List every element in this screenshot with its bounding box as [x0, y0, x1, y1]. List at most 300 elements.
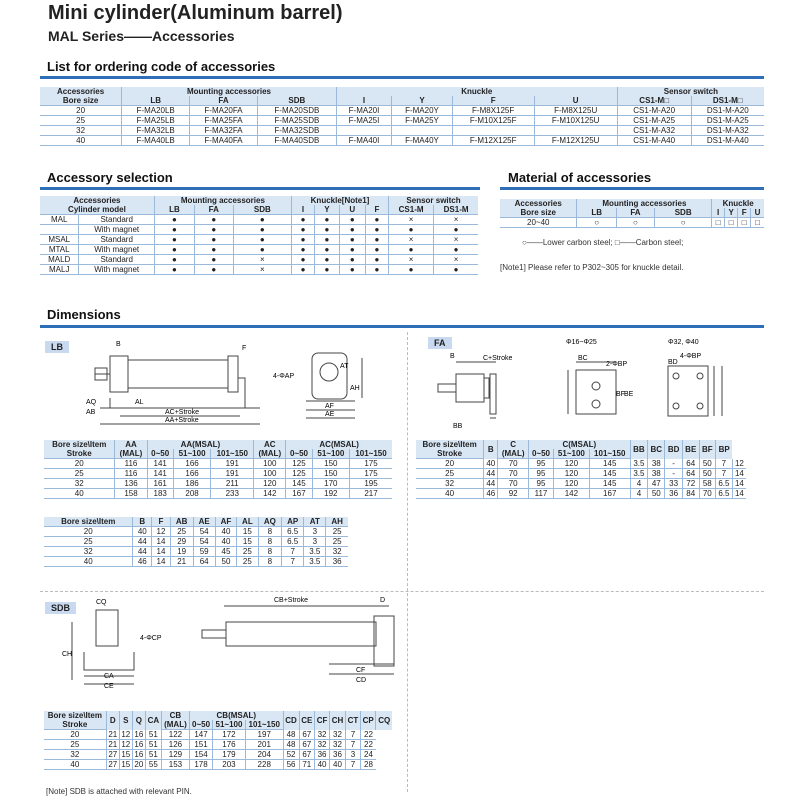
material-legend: ○——Lower carbon steel; □——Carbon steel; — [522, 238, 684, 247]
table-cell: 44 — [484, 479, 498, 489]
table-cell: 67 — [299, 740, 314, 750]
table-row — [44, 557, 348, 567]
table-cell: F-MA25FA — [190, 116, 258, 126]
table-cell: 12 — [119, 740, 132, 750]
table-cell: ● — [154, 225, 194, 235]
table-cell: - — [665, 459, 682, 469]
table-row — [44, 730, 392, 740]
table-cell: 120 — [554, 469, 590, 479]
table-cell: 195 — [350, 479, 392, 489]
table-cell: × — [389, 235, 434, 245]
cylinder-model: MALJ — [40, 265, 79, 275]
table-cell: ● — [315, 265, 340, 275]
table-header-row — [40, 96, 764, 106]
table-cell: 14 — [732, 469, 746, 479]
lb-al-label: AL — [135, 399, 144, 406]
table-cell: ● — [315, 235, 340, 245]
table-cell: 15 — [237, 537, 258, 547]
cylinder-type: With magnet — [79, 265, 154, 275]
table-header-row — [40, 205, 478, 215]
table-row — [44, 760, 392, 770]
sdb-cb-label: CB+Stroke — [274, 597, 309, 604]
table-cell: 12 — [119, 730, 132, 740]
table-header: CS1-M — [389, 205, 434, 215]
table-cell: CS1-M-A25 — [617, 116, 691, 126]
sdb-ca-label: CA — [104, 673, 114, 680]
table-cell: 7 — [345, 760, 360, 770]
fa-bf-label: BF — [616, 391, 625, 398]
table-header: 0~50 — [528, 449, 553, 459]
material-table — [500, 199, 764, 228]
table-cell: 46 — [484, 489, 498, 499]
material-heading: Material of accessories — [508, 170, 652, 185]
table-header-row — [500, 208, 764, 218]
lb-at-label: AT — [340, 363, 349, 370]
table-cell: 32 — [40, 126, 122, 136]
table-cell: ● — [291, 245, 314, 255]
table-header: Accessories — [40, 87, 122, 96]
table-cell: DS1-M-A25 — [691, 116, 764, 126]
selection-heading: Accessory selection — [47, 170, 173, 185]
table-cell: 55 — [145, 760, 161, 770]
table-cell: F-MA20SDB — [257, 106, 336, 116]
cylinder-model: MTAL — [40, 245, 79, 255]
table-cell: 54 — [193, 537, 215, 547]
table-cell: ● — [389, 245, 434, 255]
table-cell: F-M12X125U — [534, 136, 617, 146]
table-cell: CS1-M-A40 — [617, 136, 691, 146]
table-header: Bore size\Item — [416, 440, 484, 449]
table-cell: 20 — [44, 730, 106, 740]
table-cell: 14 — [732, 479, 746, 489]
table-header: CD — [283, 711, 299, 730]
table-cell: 67 — [299, 730, 314, 740]
table-cell: 7 — [715, 469, 732, 479]
table-cell: 15 — [119, 750, 132, 760]
table-cell: × — [434, 235, 478, 245]
table-cell: 40 — [44, 557, 133, 567]
table-header: LB — [122, 96, 190, 106]
table-header: U — [751, 208, 764, 218]
page-subtitle: MAL Series——Accessories — [48, 28, 235, 44]
table-cell: 161 — [147, 479, 173, 489]
table-header: (MAL) — [161, 720, 189, 730]
table-header: (MAL) — [254, 449, 286, 459]
table-cell: 44 — [133, 537, 152, 547]
table-cell: 117 — [528, 489, 553, 499]
table-cell: ● — [154, 215, 194, 225]
table-cell: 40 — [330, 760, 346, 770]
table-cell: ● — [154, 265, 194, 275]
table-cell: ● — [233, 225, 291, 235]
table-row — [40, 265, 478, 275]
table-row — [44, 547, 348, 557]
fa-d2-label: Φ32, Φ40 — [668, 339, 699, 346]
table-cell: 20 — [132, 760, 145, 770]
table-header: (MAL) — [115, 449, 147, 459]
table-header: F — [365, 205, 388, 215]
table-cell: 150 — [312, 459, 349, 469]
cylinder-model — [40, 225, 79, 235]
table-cell: 25 — [40, 116, 122, 126]
table-cell: 40 — [40, 136, 122, 146]
table-cell: F-MA40I — [336, 136, 391, 146]
table-header: Stroke — [416, 449, 484, 459]
table-header: DS1-M□ — [691, 96, 764, 106]
lb-ah-label: AH — [350, 385, 360, 392]
table-header: C — [498, 440, 529, 449]
table-cell: 8 — [258, 537, 282, 547]
table-header: C(MSAL) — [528, 440, 630, 449]
table-header-row — [44, 449, 392, 459]
table-cell: × — [233, 255, 291, 265]
table-cell: 50 — [648, 489, 665, 499]
table-cell: 203 — [213, 760, 246, 770]
table-cell: 100 — [254, 469, 286, 479]
table-row — [40, 136, 764, 146]
table-row — [44, 750, 392, 760]
table-cell: 36 — [315, 750, 330, 760]
table-header: CF — [315, 711, 330, 730]
table-cell: □ — [712, 218, 725, 228]
table-header: Bore size\Item — [44, 440, 115, 449]
table-header: Mounting accessories — [122, 87, 337, 96]
table-cell: 64 — [682, 459, 699, 469]
selection-rule — [40, 187, 480, 190]
sdb-drawing — [44, 592, 404, 692]
table-header: B — [484, 440, 498, 459]
table-cell: 25 — [237, 557, 258, 567]
table-cell: F-MA40FA — [190, 136, 258, 146]
table-cell: ● — [154, 255, 194, 265]
table-cell: ● — [194, 215, 233, 225]
table-header-row — [500, 199, 764, 208]
table-cell: 46 — [133, 557, 152, 567]
table-header: CT — [345, 711, 360, 730]
table-row — [44, 459, 392, 469]
table-cell: 8 — [258, 547, 282, 557]
table-cell: × — [434, 255, 478, 265]
lb-ap-label: 4-ΦAP — [273, 373, 295, 380]
lb-af-label: AF — [325, 403, 334, 410]
table-cell: 191 — [211, 459, 254, 469]
selection-table — [40, 196, 478, 275]
table-cell: 51 — [145, 740, 161, 750]
table-cell: 20 — [44, 527, 133, 537]
table-cell: ● — [291, 255, 314, 265]
table-cell: 32 — [44, 750, 106, 760]
table-cell: 25 — [44, 740, 106, 750]
table-cell: 7 — [345, 740, 360, 750]
sdb-cp-label: 4-ΦCP — [140, 635, 162, 642]
table-cell: 3.5 — [630, 459, 647, 469]
table-cell: F-MA25SDB — [257, 116, 336, 126]
table-cell: 175 — [350, 469, 392, 479]
cylinder-type: Standard — [79, 235, 154, 245]
table-header: F — [452, 96, 534, 106]
table-header: Bore size\Item — [44, 517, 133, 527]
table-cell: 3.5 — [304, 547, 326, 557]
table-cell: 56 — [283, 760, 299, 770]
table-cell: 141 — [147, 469, 173, 479]
table-cell: 3 — [304, 527, 326, 537]
table-cell: F-M8X125F — [452, 106, 534, 116]
table-row — [40, 106, 764, 116]
table-header: CS1-M□ — [617, 96, 691, 106]
table-header: BD — [665, 440, 682, 459]
table-row — [416, 479, 746, 489]
table-header: AA — [115, 440, 147, 449]
table-cell — [452, 126, 534, 136]
table-cell: F-MA32SDB — [257, 126, 336, 136]
table-cell: 233 — [211, 489, 254, 499]
table-cell: 50 — [699, 459, 715, 469]
fa-label: FA — [428, 337, 452, 349]
table-header: CB — [161, 711, 189, 720]
table-cell: 38 — [648, 469, 665, 479]
table-header: Y — [315, 205, 340, 215]
table-cell: 45 — [215, 547, 236, 557]
table-cell: ● — [339, 215, 365, 225]
cylinder-type: Standard — [79, 255, 154, 265]
table-cell: ● — [315, 215, 340, 225]
table-cell: 36 — [330, 750, 346, 760]
table-cell: 72 — [682, 479, 699, 489]
table-cell: 67 — [299, 750, 314, 760]
table-cell: F-MA20LB — [122, 106, 190, 116]
table-header: Sensor switch — [389, 196, 478, 205]
table-cell: ● — [339, 255, 365, 265]
table-header: Bore size\Item — [44, 711, 106, 720]
table-header: CH — [330, 711, 346, 730]
table-cell: 12 — [732, 459, 746, 469]
table-header: CB(MSAL) — [190, 711, 284, 720]
table-cell: F-MA25LB — [122, 116, 190, 126]
sdb-ce-label: CE — [104, 683, 114, 690]
table-row — [44, 469, 392, 479]
table-cell: 52 — [283, 750, 299, 760]
ordering-rule — [40, 76, 764, 79]
table-header: 0~50 — [147, 449, 173, 459]
table-cell: 95 — [528, 479, 553, 489]
table-cell: 21 — [106, 740, 119, 750]
table-cell: F-MA20Y — [392, 106, 453, 116]
table-cell: 147 — [190, 730, 213, 740]
table-cell: 7 — [345, 730, 360, 740]
table-cell: 120 — [254, 479, 286, 489]
table-cell: 6.5 — [715, 489, 732, 499]
lb-f-label: F — [242, 345, 247, 352]
table-cell: CS1-M-A32 — [617, 126, 691, 136]
table-cell: 217 — [350, 489, 392, 499]
table-cell: 179 — [213, 750, 246, 760]
table-cell: 59 — [193, 547, 215, 557]
table-cell: 47 — [648, 479, 665, 489]
table-cell: 84 — [682, 489, 699, 499]
table-cell: ● — [194, 235, 233, 245]
table-cell: 40 — [44, 489, 115, 499]
table-cell: □ — [751, 218, 764, 228]
table-cell: 201 — [245, 740, 283, 750]
table-cell: 40 — [133, 527, 152, 537]
cylinder-model: MAL — [40, 215, 79, 225]
table-cell: 40 — [315, 760, 330, 770]
table-cell: 25 — [44, 537, 133, 547]
table-header: CQ — [376, 711, 392, 730]
table-header: U — [534, 96, 617, 106]
table-cell: 186 — [173, 479, 210, 489]
table-header-row — [40, 87, 764, 96]
table-cell: 228 — [245, 760, 283, 770]
table-cell: ● — [339, 235, 365, 245]
fa-table — [416, 440, 746, 499]
table-cell: 25 — [44, 469, 115, 479]
table-cell: 36 — [326, 557, 348, 567]
fa-bp4-label: 4-ΦBP — [680, 353, 702, 360]
table-cell: ● — [291, 215, 314, 225]
sdb-d-label: D — [380, 597, 386, 604]
knuckle-note: [Note1] Please refer to P302~305 for knuckle detail. — [500, 263, 684, 272]
table-cell: ● — [154, 235, 194, 245]
table-cell: ○ — [655, 218, 712, 228]
table-cell: 40 — [416, 489, 484, 499]
sdb-cf-label: CF — [356, 667, 366, 674]
table-cell: 116 — [115, 459, 147, 469]
table-cell: 25 — [416, 469, 484, 479]
table-cell: 150 — [312, 469, 349, 479]
table-cell: ○ — [616, 218, 654, 228]
table-cell: 71 — [299, 760, 314, 770]
table-header: 101~150 — [350, 449, 392, 459]
table-cell: ● — [339, 245, 365, 255]
table-row — [500, 218, 764, 228]
cylinder-type: With magnet — [79, 245, 154, 255]
table-row — [416, 489, 746, 499]
table-cell: 50 — [215, 557, 236, 567]
lb-ac-label: AC+Stroke — [165, 409, 200, 416]
page-title: Mini cylinder(Aluminum barrel) — [48, 2, 343, 24]
table-cell: 48 — [283, 740, 299, 750]
table-cell: 136 — [115, 479, 147, 489]
table-cell: F-MA25Y — [392, 116, 453, 126]
table-cell: ● — [233, 235, 291, 245]
table-cell: 15 — [237, 527, 258, 537]
table-cell: 64 — [682, 469, 699, 479]
table-cell: 32 — [315, 740, 330, 750]
table-header: SDB — [233, 205, 291, 215]
vertical-divider — [407, 332, 408, 792]
table-header: AC — [254, 440, 286, 449]
table-header: AP — [282, 517, 304, 527]
table-header: BF — [699, 440, 715, 459]
table-cell: 29 — [170, 537, 193, 547]
table-cell — [534, 126, 617, 136]
fa-c-label: C+Stroke — [483, 355, 513, 362]
table-header: AH — [326, 517, 348, 527]
table-header: 51~100 — [554, 449, 590, 459]
table-header: BE — [682, 440, 699, 459]
table-cell: CS1-M-A20 — [617, 106, 691, 116]
table-cell: ● — [389, 265, 434, 275]
table-cell: 100 — [254, 459, 286, 469]
table-cell: 175 — [350, 459, 392, 469]
table-header: BP — [715, 440, 732, 459]
lb-ae-label: AE — [325, 411, 335, 418]
table-cell: 151 — [190, 740, 213, 750]
table-cell: □ — [724, 218, 737, 228]
table-header: Knuckle[Note1] — [291, 196, 388, 205]
fa-d1-label: Φ16~Φ25 — [566, 339, 597, 346]
table-row — [416, 469, 746, 479]
table-cell: 16 — [132, 730, 145, 740]
table-cell: 7 — [282, 557, 304, 567]
table-cell: 50 — [699, 469, 715, 479]
table-header: FA — [194, 205, 233, 215]
table-cell: ● — [194, 225, 233, 235]
lb-aq-label: AQ — [86, 399, 97, 406]
table-header: Sensor switch — [617, 87, 764, 96]
table-cell: 142 — [254, 489, 286, 499]
table-cell: 176 — [213, 740, 246, 750]
table-cell: 8 — [258, 557, 282, 567]
table-cell: 20 — [416, 459, 484, 469]
table-cell — [392, 126, 453, 136]
table-cell: 208 — [173, 489, 210, 499]
table-cell: 3 — [345, 750, 360, 760]
table-row — [40, 235, 478, 245]
cylinder-model: MSAL — [40, 235, 79, 245]
table-header: AF — [215, 517, 236, 527]
table-cell: 145 — [286, 479, 312, 489]
cylinder-model: MALD — [40, 255, 79, 265]
table-cell: ● — [194, 265, 233, 275]
table-cell: 14 — [152, 537, 171, 547]
table-cell: 145 — [589, 469, 630, 479]
table-cell: 211 — [211, 479, 254, 489]
table-cell: 48 — [283, 730, 299, 740]
table-cell: 21 — [170, 557, 193, 567]
table-cell: 22 — [360, 730, 375, 740]
table-header: CP — [360, 711, 375, 730]
sdb-ch-label: CH — [62, 651, 73, 658]
table-cell: 40 — [44, 760, 106, 770]
table-cell: 92 — [498, 489, 529, 499]
table-cell: 116 — [115, 469, 147, 479]
table-cell: 19 — [170, 547, 193, 557]
table-row — [40, 215, 478, 225]
table-row — [40, 225, 478, 235]
table-header: 51~100 — [213, 720, 246, 730]
table-cell: F-M10X125F — [452, 116, 534, 126]
table-cell: 167 — [589, 489, 630, 499]
table-cell: 32 — [315, 730, 330, 740]
table-header: BC — [648, 440, 665, 459]
table-header: DS1-M — [434, 205, 478, 215]
ordering-heading: List for ordering code of accessories — [47, 59, 276, 74]
table-cell: 16 — [132, 740, 145, 750]
table-header: CA — [145, 711, 161, 730]
table-cell: F-MA32FA — [190, 126, 258, 136]
table-cell: □ — [738, 218, 751, 228]
table-header-row — [416, 440, 746, 449]
table-cell: 126 — [161, 740, 189, 750]
table-cell: F-MA32LB — [122, 126, 190, 136]
table-cell: 40 — [215, 537, 236, 547]
table-cell: 95 — [528, 459, 553, 469]
table-cell: 25 — [326, 537, 348, 547]
table-row — [40, 255, 478, 265]
lb-label: LB — [45, 341, 69, 353]
